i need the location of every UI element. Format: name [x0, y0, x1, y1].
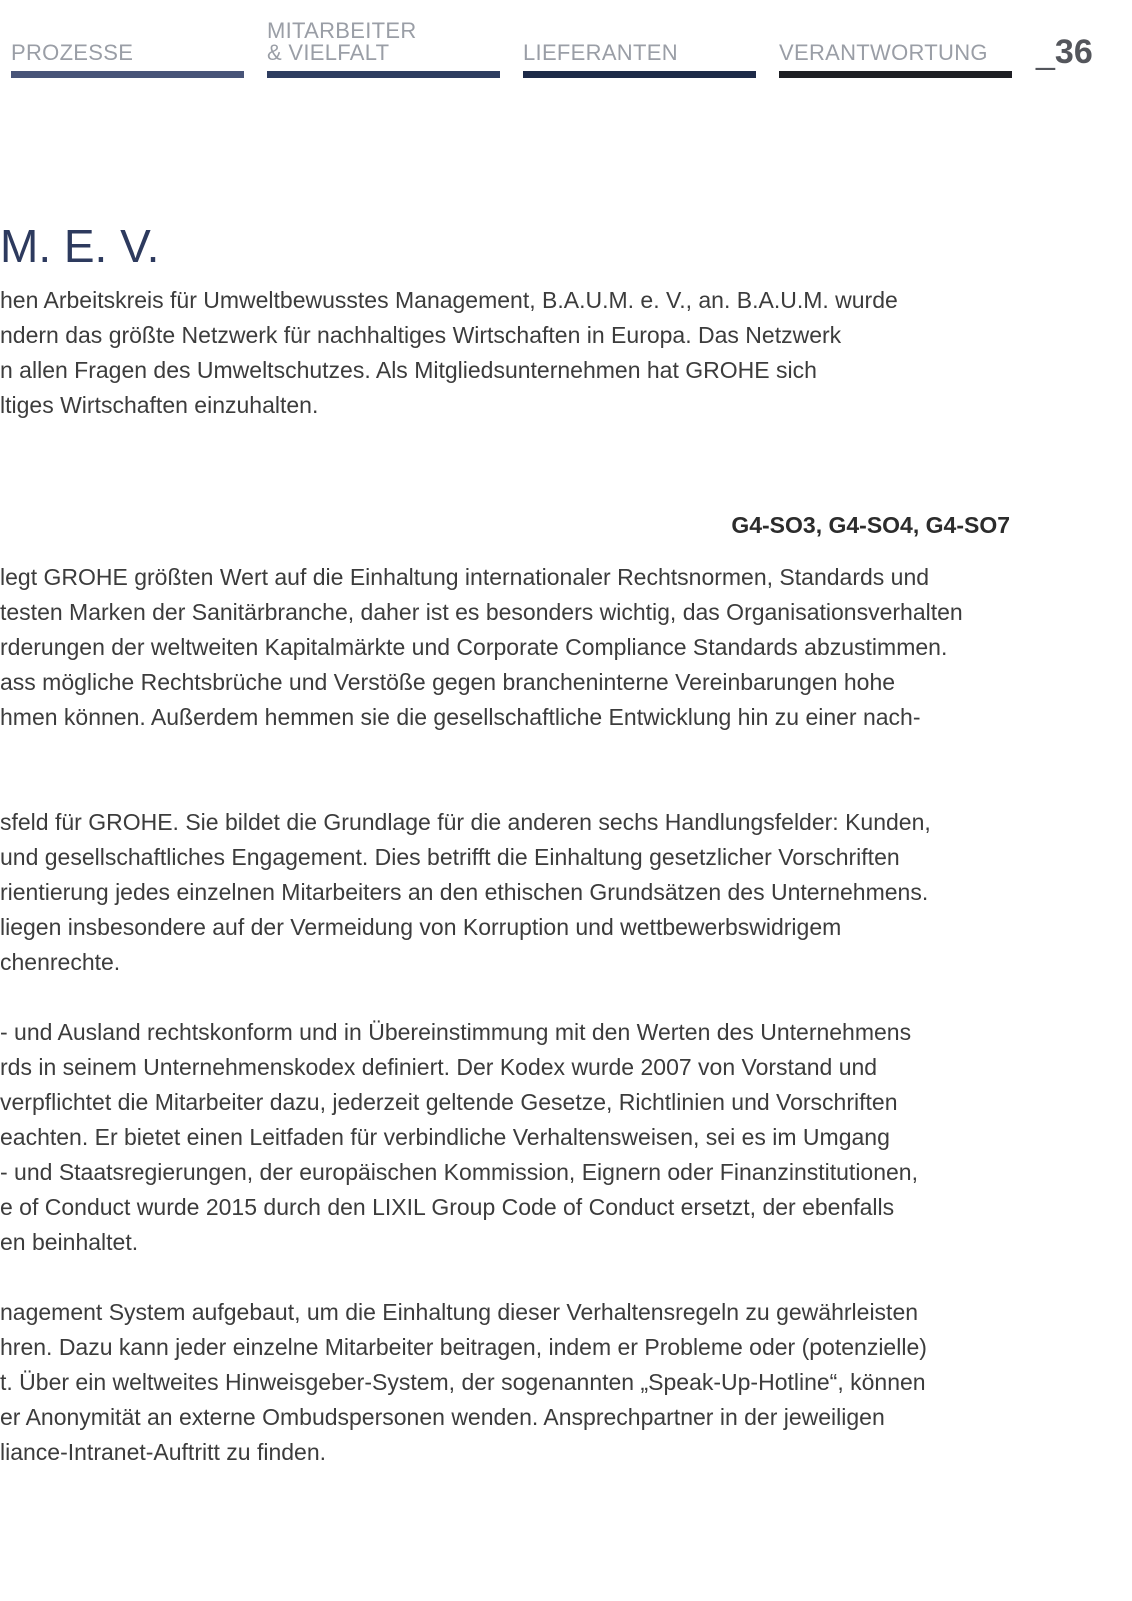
- text-line: eachten. Er bietet einen Leitfaden für verbindliche Verhaltensweisen, sei es im Umgang: [0, 1124, 890, 1150]
- text-line: rds in seinem Unternehmenskodex definiert. Der Kodex wurde 2007 von Vorstand und: [0, 1054, 878, 1080]
- nav-tab-label: PROZESSE: [11, 40, 134, 65]
- text-line: verpflichtet die Mitarbeiter dazu, jederzeit geltende Gesetze, Richtlinien und Vorschriften: [0, 1089, 898, 1115]
- text-line: en beinhaltet.: [0, 1229, 139, 1255]
- text-line: er Anonymität an externe Ombudspersonen wenden. Ansprechpartner in der jeweiligen: [0, 1404, 885, 1430]
- nav-tab-label: MITARBEITER & VIELFALT: [267, 18, 417, 65]
- text-line: e of Conduct wurde 2015 durch den LIXIL Group Code of Conduct ersetzt, der ebenfalls: [0, 1194, 895, 1220]
- text-line: n allen Fragen des Umweltschutzes. Als Mitgliedsunternehmen hat GROHE sich: [0, 357, 817, 383]
- text-line: testen Marken der Sanitärbranche, daher ist es besonders wichtig, das Organisationsverhalten: [0, 599, 963, 625]
- text-line: liance-Intranet-Auftritt zu finden.: [0, 1439, 326, 1465]
- nav-tab-label: LIEFERANTEN: [523, 40, 678, 65]
- text-line: legt GROHE größten Wert auf die Einhaltung internationaler Rechtsnormen, Standards und: [0, 564, 930, 590]
- text-line: ass mögliche Rechtsbrüche und Verstöße gegen brancheninterne Vereinbarungen hohe: [0, 669, 896, 695]
- section-heading: M. E. V.: [0, 220, 160, 272]
- nav-tab-lieferanten[interactable]: [523, 0, 756, 78]
- nav-tab-verantwortung[interactable]: [779, 0, 1012, 78]
- text-line: rderungen der weltweiten Kapitalmärkte und Corporate Compliance Standards abzustimmen.: [0, 634, 948, 660]
- text-line: ndern das größte Netzwerk für nachhaltiges Wirtschaften in Europa. Das Netzwerk: [0, 322, 842, 348]
- page-number: _36: [1036, 33, 1093, 71]
- text-line: liegen insbesondere auf der Vermeidung von Korruption und wettbewerbswidrigem: [0, 914, 842, 940]
- nav-tab-bar: [267, 71, 500, 78]
- gri-reference: G4-SO3, G4-SO4, G4-SO7: [731, 512, 1010, 538]
- text-line: hen Arbeitskreis für Umweltbewusstes Management, B.A.U.M. e. V., an. B.A.U.M. wurde: [0, 287, 898, 313]
- paragraph-baum: [0, 283, 1020, 423]
- paragraph-management-system: [0, 1295, 1020, 1470]
- text-line: hmen können. Außerdem hemmen sie die gesellschaftliche Entwicklung hin zu einer nach-: [0, 704, 921, 730]
- nav-tab-bar: [523, 71, 756, 78]
- text-line: - und Ausland rechtskonform und in Übereinstimmung mit den Werten des Unternehmens: [0, 1019, 912, 1045]
- text-line: t. Über ein weltweites Hinweisgeber-System, der sogenannten „Speak-Up-Hotline“, können: [0, 1369, 926, 1395]
- nav-tab-bar: [11, 71, 244, 78]
- paragraph-compliance-intro: [0, 560, 1020, 735]
- nav-tab-mitarbeiter-vielfalt[interactable]: [267, 0, 500, 78]
- paragraph-kodex: [0, 1015, 1020, 1260]
- text-line: ltiges Wirtschaften einzuhalten.: [0, 392, 319, 418]
- nav-tab-bar: [779, 71, 1012, 78]
- nav-tab-label: VERANTWORTUNG: [779, 40, 988, 65]
- text-line: hren. Dazu kann jeder einzelne Mitarbeiter beitragen, indem er Probleme oder (potenzielle): [0, 1334, 927, 1360]
- text-line: nagement System aufgebaut, um die Einhaltung dieser Verhaltensregeln zu gewährleisten: [0, 1299, 919, 1325]
- paragraph-handlungsfeld: [0, 805, 1020, 980]
- text-line: - und Staatsregierungen, der europäischen Kommission, Eignern oder Finanzinstitutionen,: [0, 1159, 918, 1185]
- nav-tab-prozesse[interactable]: [11, 0, 244, 78]
- text-line: sfeld für GROHE. Sie bildet die Grundlage für die anderen sechs Handlungsfelder: Kunden,: [0, 809, 931, 835]
- text-line: rientierung jedes einzelnen Mitarbeiters an den ethischen Grundsätzen des Unternehmens.: [0, 879, 929, 905]
- text-line: chenrechte.: [0, 949, 121, 975]
- text-line: und gesellschaftliches Engagement. Dies betrifft die Einhaltung gesetzlicher Vorschriften: [0, 844, 900, 870]
